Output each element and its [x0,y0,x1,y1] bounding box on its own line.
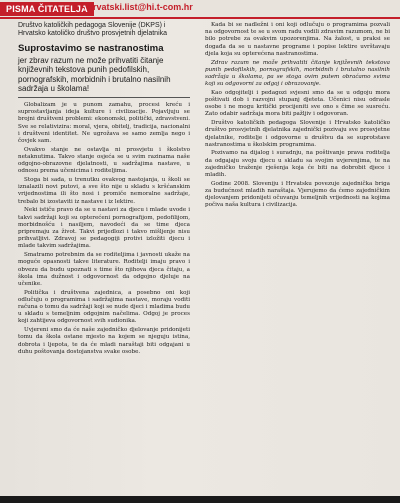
paragraph: Pozivamo na dijalog i suradnju, na poštivanje prava roditelja da odgajaju svoju djecu u skladu sa svojim uvjerenjima, te na zajedničko traženje rješenja koja će biti na dobrobit djece i mladih. [205,150,390,179]
contact-email: - hrvatski.list@hi.t-com.hr [82,2,193,12]
page-bottom-edge [0,496,400,503]
paragraph: Uvjereni smo da će naše zajedničko djelovanje pridonijeti tomu da škola ostane mjesto na kojem se njeguju istina, dobrota i ljepota, te da će mladi naraštaji biti odgajani u duhu poštovanja dostojanstva svake osobe. [18,327,190,355]
paragraph: Društvo katoličkih pedagoga Slovenije i Hrvatsko katoličko društvo prosvjetnih djelatnika zajednički pozivaju sve prosvjetne djelatnike, roditelje i odgovorne u društvu da se suprotstave nastranostima u školskim programima. [205,120,390,148]
article-intro: Društvo katoličkih pedagoga Slovenije (DKPS) i Hrvatsko katoličko društvo prosvjetnih djelatnika [18,22,168,38]
paragraph: Kada bi se nadležni i oni koji odlučuju o programima pozvali na odgovornost te se u svom radu vodili zdravim razumom, ne bi bilo potrebe za ovakvim upozorenjima. Na žalost, u praksi se događa da se u nastavne programe i popise lektire uvrštavaju djela koja su opterećena nastranostima. [205,22,390,57]
section-header-bar [0,0,400,19]
article-subhead: jer zbrav razum ne može prihvatiti čitanje književnih tekstova punih pedofilskih, pornografskih, morbidnih i brutalno nasilnih sadržaja u školama! [18,56,171,93]
paragraph: Ovakvo stanje ne ostavlja ni prosvjetu i školstvo netaknutima. Takvo stanje osjeća se u svim razinama naše odgojno-obrazovne djelatnosti, u sadržajima nastave, u odnosu prema učenicima i roditeljima. [18,146,190,175]
paragraph: Kao odgojitelji i pedagozi svjesni smo da se u odgoju mora poštivati dob i razvojni stupanj djeteta. Učenici nisu odrasle osobe i ne mogu kritički procijeniti sve ono s čime se susreću. Zato odabir sadržaja mora biti pažljiv i odgovoran. [205,89,390,118]
article-headline: Suprostavimo se nastranostima [18,42,164,54]
paragraph: Neki ističu pravo da se u nastavi za djecu i mlade uvode i takvi sadržaji koji su opterećeni pornografijom, pedofilijom, morbidnošću i nasiljem, navodeći da se time djeca pripremaju za život. Takvi prijedlozi i takvo mišljenje nisu prihvatljivi. Zdravoj se pedagogiji protivi izložiti djecu i mlade takvim sadržajima. [18,207,190,250]
paragraph: Globalizam je u punom zamahu, procesi kreću i suprostavljanja ideja kulture i civilizacije. Pojavljuju se brojni društveni problemi: ekonomski, politički, zdravstveni. Sve se relativizira: moral, vjera, obitelj, tradicija, nacionalni i društveni identitet. Ne ugrožava se samo zemlja nego i čovjek sam. [18,102,190,145]
divider [18,97,190,98]
paragraph: Stoga bi sada, u trenutku ovakvog nastojanja, u školi se iznalazili novi putovi, a sve što nije u skladu s kršćanskim vrijednostima ili što nosi i promiče nemoralne sadržaje, trebalo bi izostaviti iz nastave i iz lektire. [18,177,190,205]
section-title: PISMA ČITATELJA [0,2,94,16]
left-column [18,22,190,357]
paragraph: Smatramo potrebnim da se roditeljima i javnosti ukaže na moguće opasnosti takve literature. Roditelji imaju pravo i obvezu da budu upoznati s time što njihova djeca čitaju, a škola ima dužnost i odgovornost da odgojno djeluje na učenike. [18,252,190,287]
right-column [205,22,390,211]
paragraph: Politička i društvena zajednica, a posebno oni koji odlučuju o programima i sadržajima nastave, moraju voditi računa o tomu da sadržaji koji se nude djeci i mladima budu u skladu s temeljnim odgojnim načelima. Odgoj je proces koji zahtijeva odgovornost svih sudionika. [18,289,190,325]
paragraph-italic: Zdrav razum ne može prihvatiti čitanje književnih tekstova punih pedofilskih, pornografskih, morbidnih i brutalno nasilnih sadržaja u školama, pa se stoga ovim putem obraćamo svima koji su odgovorni za odgoj i obrazovanje. [205,59,390,88]
paragraph: Godine 2008. Sloveniju i Hrvatsku povezuje zajednička briga za budućnost mladih naraštaja. Vjerujemo da ćemo zajedničkim djelovanjem pridonijeti očuvanju temeljnih vrijednosti na kojima počiva naša kultura i civilizacija. [205,180,390,209]
